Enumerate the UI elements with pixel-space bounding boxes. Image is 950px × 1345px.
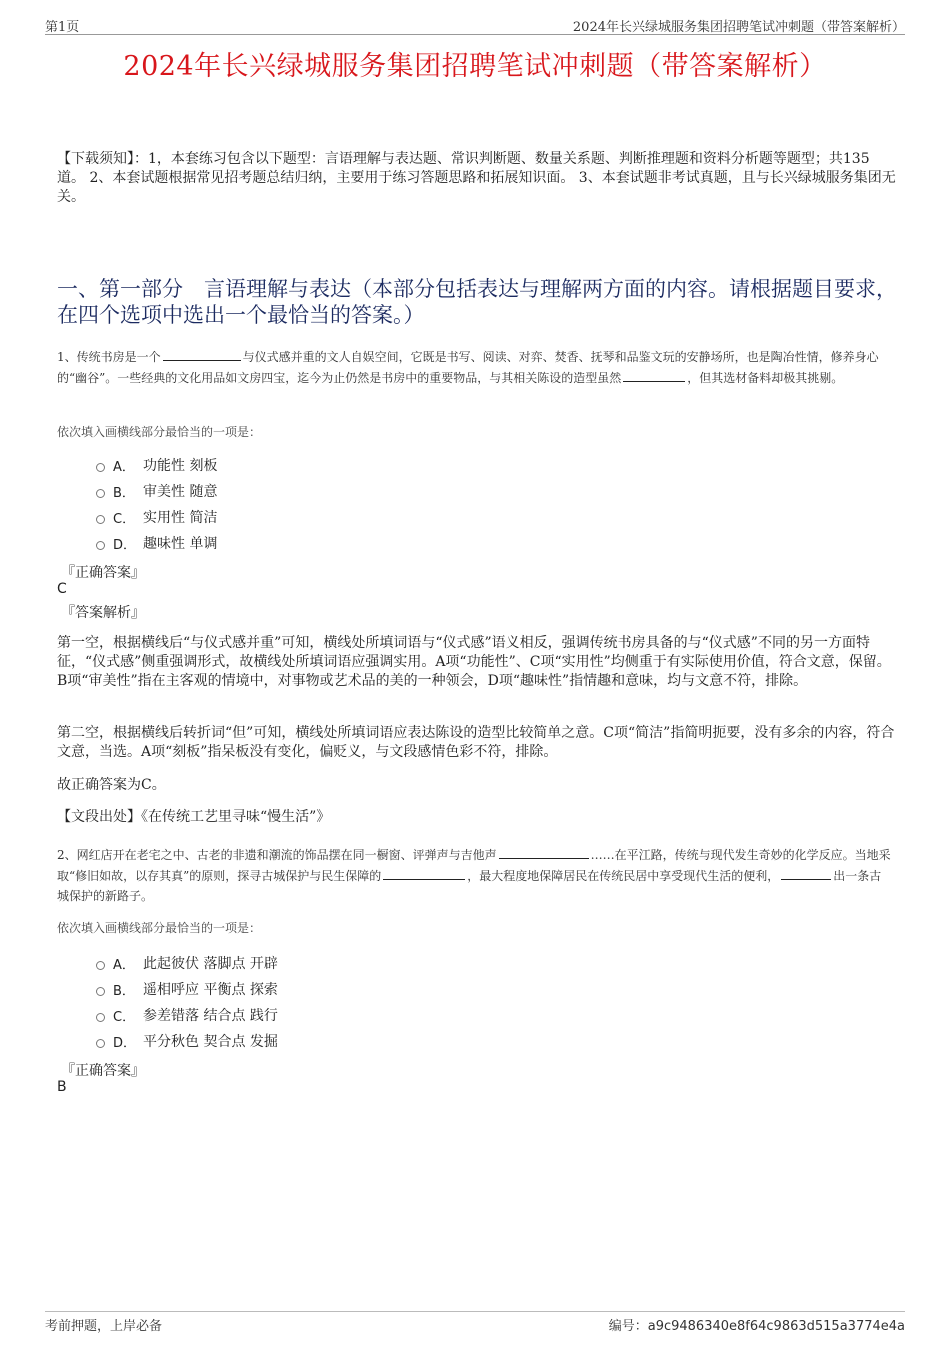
header-doc-title: 2024年长兴绿城服务集团招聘笔试冲刺题（带答案解析） — [572, 20, 905, 35]
document-code: 编号：a9c9486340e8f64c9863d515a3774e4a — [608, 1319, 905, 1334]
download-notice: 【下载须知】：1，本套练习包含以下题型：言语理解与表达题、常识判断题、数量关系题、判断推理题和资料分析题等题型；共135道。 2、本套试题根据常见招考题总结归纳，主要用于练习答题思路和拓展知识面。 3、本套试题非考试真题，且与长兴绿城服务集团无关。 — [57, 151, 896, 205]
correct-answer: C — [57, 581, 67, 597]
blank-1 — [499, 844, 589, 859]
radio-icon[interactable] — [96, 987, 105, 996]
option-a[interactable]: A． 此起彼伏 落脚点 开辟 — [96, 950, 278, 976]
analysis-conclusion: 故正确答案为C。 — [57, 777, 166, 793]
radio-icon[interactable] — [96, 541, 105, 550]
radio-icon[interactable] — [96, 489, 105, 498]
analysis-paragraph-1: 第一空，根据横线后“与仪式感并重”可知，横线处所填词语与“仪式感”语义相反，强调传统书房具备的与“仪式感”不同的另一方面特征，“仪式感”侧重强调形式，故横线处所填词语应强调实用。A项“功能性”、C项“实用性”均侧重于有实际使用价值，符合文意，保留。B项“审美性”指在主客观的情境中，对事物或艺术品的美的一种领会，D项“趣味性”指情趣和意味，均与文意不符，排除。 — [57, 635, 891, 689]
radio-icon[interactable] — [96, 961, 105, 970]
question-1-options — [96, 452, 217, 556]
question-1-prompt: 依次填入画横线部分最恰当的一项是： — [57, 425, 262, 439]
answer-label: 『正确答案』 — [61, 1063, 145, 1079]
question-2-text: 2、网红店开在老宅之中、古老的非遗和潮流的饰品摆在同一橱窗、评弹声与吉他声 ……在平江路，传统与现代发生奇妙的化学反应。当地采取“修旧如故，以存其真”的原则，探寻古城保护与民生保障的 ，最大程度地保障居民在传统民居中享受现代生活的便利， 出一条古城保护的新路子。 — [57, 844, 892, 906]
analysis-label: 『答案解析』 — [61, 605, 145, 621]
option-d[interactable]: D． 趣味性 单调 — [96, 530, 217, 556]
analysis-paragraph-2: 第二空，根据横线后转折词“但”可知，横线处所填词语应表达陈设的造型比较简单之意。C项“简洁”指简明扼要，没有多余的内容，符合文意，当选。A项“刻板”指呆板没有变化，偏贬义，与文段感情色彩不符，排除。 — [57, 725, 895, 760]
blank-1 — [163, 346, 241, 361]
radio-icon[interactable] — [96, 515, 105, 524]
option-b[interactable]: B． 审美性 随意 — [96, 478, 217, 504]
page-header — [45, 14, 905, 35]
blank-3 — [781, 865, 831, 880]
question-2-options — [96, 950, 278, 1054]
radio-icon[interactable] — [96, 463, 105, 472]
option-c[interactable]: C． 参差错落 结合点 践行 — [96, 1002, 278, 1028]
blank-2 — [383, 865, 465, 880]
section-heading: 一、第一部分 言语理解与表达（本部分包括表达与理解两方面的内容。请根据题目要求，在四个选项中选出一个最恰当的答案。） — [57, 277, 897, 327]
question-2-prompt: 依次填入画横线部分最恰当的一项是： — [57, 921, 262, 935]
page-number: 第1页 — [45, 20, 80, 35]
passage-source: 【文段出处】《在传统工艺里寻味“慢生活”》 — [57, 809, 331, 825]
option-d[interactable]: D． 平分秋色 契合点 发掘 — [96, 1028, 278, 1054]
radio-icon[interactable] — [96, 1039, 105, 1048]
option-a[interactable]: A． 功能性 刻板 — [96, 452, 217, 478]
radio-icon[interactable] — [96, 1013, 105, 1022]
blank-2 — [623, 367, 685, 382]
answer-label: 『正确答案』 — [61, 565, 145, 581]
question-1-text: 1、传统书房是一个 与仪式感并重的文人自娱空间，它既是书写、阅读、对弈、焚香、抚琴和品鉴文玩的安静场所，也是陶冶性情，修养身心的“幽谷”。一些经典的文化用品如文房四宝，迄今为止仍然是书房中的重要物品，与其相关陈设的造型虽然 ，但其选材备料却极其挑剔。 — [57, 346, 892, 388]
option-c[interactable]: C． 实用性 简洁 — [96, 504, 217, 530]
correct-answer: B — [57, 1079, 67, 1095]
page-footer — [45, 1311, 905, 1334]
document-title: 2024年长兴绿城服务集团招聘笔试冲刺题（带答案解析） — [123, 51, 827, 82]
footer-slogan: 考前押题，上岸必备 — [45, 1319, 163, 1334]
option-b[interactable]: B． 遥相呼应 平衡点 探索 — [96, 976, 278, 1002]
